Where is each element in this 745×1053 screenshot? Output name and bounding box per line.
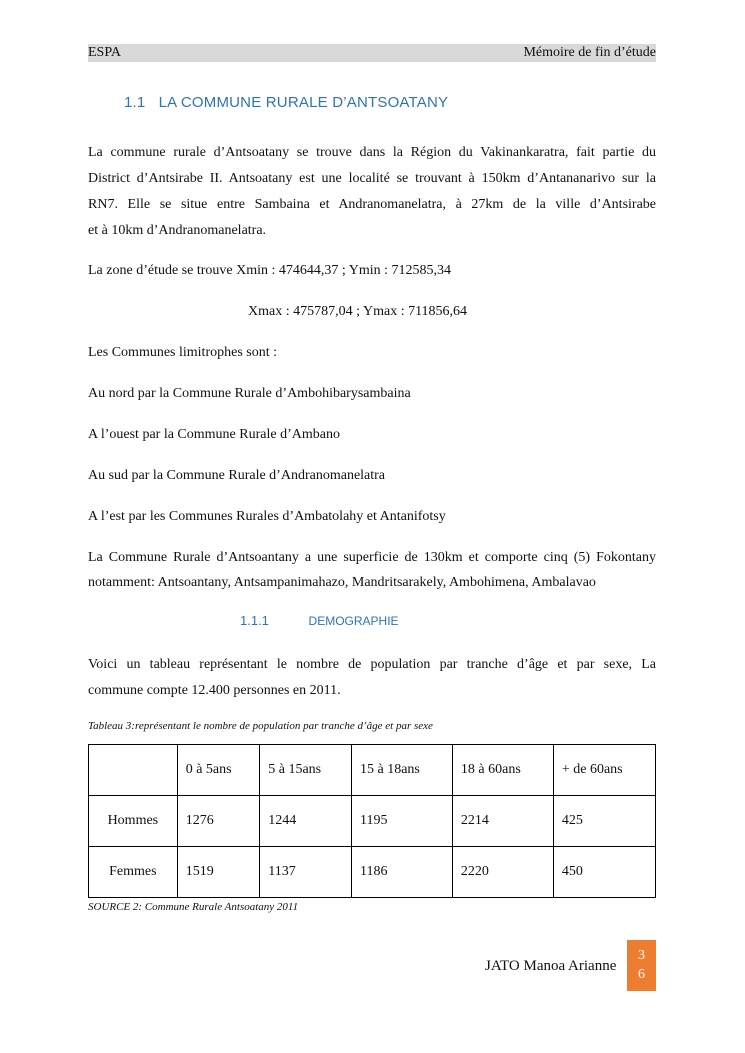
table-header-cell: 18 à 60ans	[452, 745, 553, 796]
paragraph-line: Voici un tableau représentant le nombre de population par tranche d’âge et par sexe, La	[88, 657, 656, 672]
table-header-row	[89, 745, 656, 796]
table-cell: 1244	[260, 796, 352, 847]
table-cell: 1137	[260, 847, 352, 898]
limits-intro: Les Communes limitrophes sont :	[88, 345, 277, 360]
limit-item: A l’est par les Communes Rurales d’Ambatolahy et Antanifotsy	[88, 509, 446, 524]
zone-line-2: Xmax : 475787,04 ; Ymax : 711856,64	[248, 304, 468, 319]
paragraph-line: RN7. Elle se situe entre Sambaina et Andranomanelatra, à 27km de la ville d’Antsirabe	[88, 197, 656, 212]
limit-item: A l’ouest par la Commune Rurale d’Ambano	[88, 427, 340, 442]
page-header	[88, 44, 656, 62]
table-header-cell: 15 à 18ans	[351, 745, 452, 796]
table-header-cell: 0 à 5ans	[177, 745, 260, 796]
section-number: 1.1	[124, 94, 146, 111]
page-number-digit: 6	[638, 967, 645, 982]
page-number-digit: 3	[638, 948, 645, 963]
paragraph-line: commune compte 12.400 personnes en 2011.	[88, 683, 341, 698]
row-label: Femmes	[89, 847, 178, 898]
table-cell: 1195	[351, 796, 452, 847]
header-left: ESPA	[88, 45, 121, 60]
table-caption: Tableau 3:représentant le nombre de population par tranche d’âge et par sexe	[88, 720, 433, 732]
table-cell: 1186	[351, 847, 452, 898]
row-label: Hommes	[89, 796, 178, 847]
footer-author: JATO Manoa Arianne	[485, 958, 617, 974]
table-header-cell: 5 à 15ans	[260, 745, 352, 796]
table-header-cell	[89, 745, 178, 796]
subsection-number: 1.1.1	[240, 613, 269, 628]
subsection-heading	[240, 613, 399, 628]
population-table	[88, 744, 656, 898]
paragraph-line: La Commune Rurale d’Antsoantany a une superficie de 130km et comporte cinq (5) Fokontany	[88, 550, 656, 565]
table-row	[89, 847, 656, 898]
limit-item: Au nord par la Commune Rurale d’Ambohibarysambaina	[88, 386, 411, 401]
paragraph-line: et à 10km d’Andranomanelatra.	[88, 223, 267, 238]
table-cell: 2220	[452, 847, 553, 898]
table-source: SOURCE 2: Commune Rurale Antsoatany 2011	[88, 901, 299, 913]
zone-line-1: La zone d’étude se trouve Xmin : 474644,37 ; Ymin : 712585,34	[88, 263, 452, 278]
paragraph-line: notamment: Antsoantany, Antsampanimahazo, Mandritsarakely, Ambohimena, Ambalavao	[88, 575, 596, 590]
table-row	[89, 796, 656, 847]
table-cell: 1519	[177, 847, 260, 898]
page-number-badge	[627, 940, 656, 991]
paragraph-line: La commune rurale d’Antsoatany se trouve dans la Région du Vakinankaratra, fait partie du	[88, 145, 656, 160]
table-cell: 450	[553, 847, 655, 898]
subsection-title: DEMOGRAPHIE	[308, 614, 399, 628]
table-cell: 2214	[452, 796, 553, 847]
table-cell: 1276	[177, 796, 260, 847]
header-right: Mémoire de fin d’étude	[523, 45, 656, 60]
paragraph-line: District d’Antsirabe II. Antsoatany est une localité se trouvant à 150km d’Antananarivo sur la	[88, 171, 656, 186]
section-title: LA COMMUNE RURALE D’ANTSOATANY	[158, 94, 449, 111]
limit-item: Au sud par la Commune Rurale d’Andranomanelatra	[88, 468, 386, 483]
table-header-cell: + de 60ans	[553, 745, 655, 796]
section-heading	[124, 94, 448, 111]
table-cell: 425	[553, 796, 655, 847]
